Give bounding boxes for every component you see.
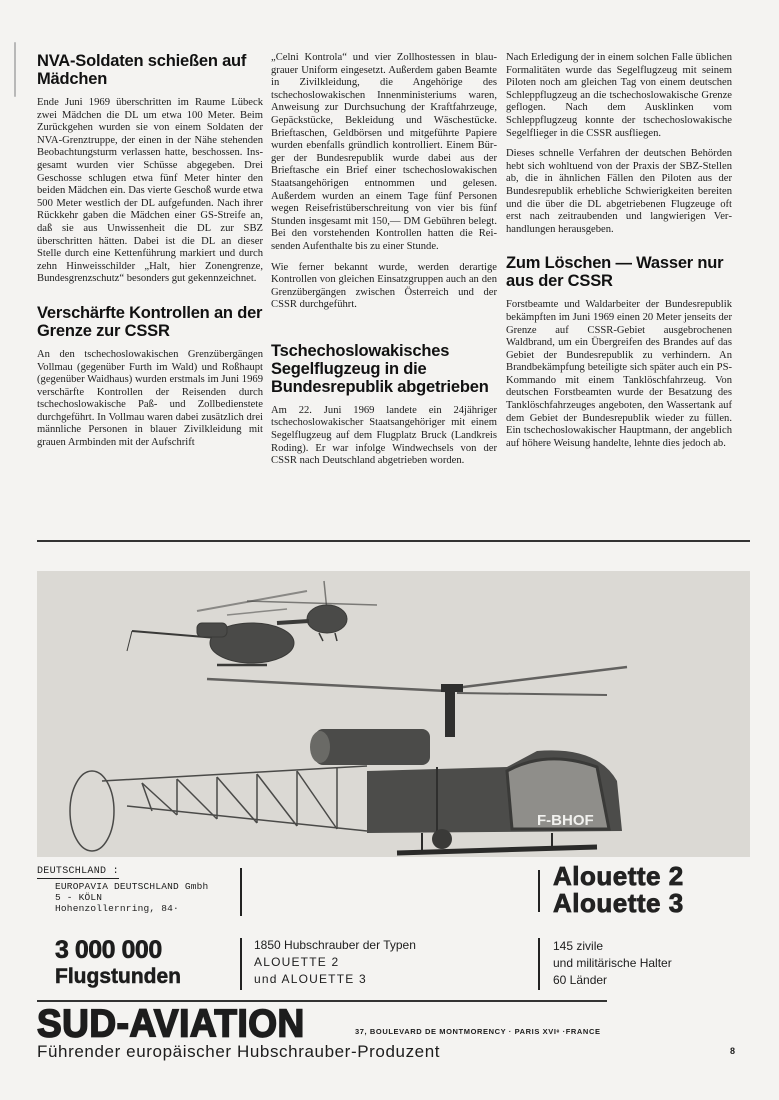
divider <box>240 868 242 916</box>
margin-mark <box>14 42 16 97</box>
operators-line: und militärische Halter <box>553 956 672 970</box>
flight-hours-unit: Flugstunden <box>55 965 181 988</box>
column-1 <box>37 52 263 458</box>
dealer-label: DEUTSCHLAND : <box>37 866 119 877</box>
article-body-nva: Ende Juni 1969 überschritten im Raume Lübeck zwei Mädchen die DL um etwa 100 Meter. Beim Zurückgehen wurden sie von einem Soldaten der NVA-Grenztruppe, der einen in der Nähe stehenden Beobachtungsturm verlassen hatte, beschossen. Insgesamt wurden vier Schüsse abgegeben. Drei Geschosse schlugen etwa fünf Meter hinter den beiden Mädchen ein. Das vierte Geschoß wurde etwa 500 Meter westlich der DL aufgefunden. Nach ihrer Rückkehr gaben die Mädchen einer GS-Streife an, daß sie aus Unwissenheit die DL zur SBZ überschritten hätten. Dabei ist die DL an dieser Stelle durch eine Kettenführung markiert und durch zehn Hinweisschilder „Halt, hier Zonengrenze, Bundesgrenzschutz“ besonders gut gekennzeichnet. <box>37 97 263 285</box>
article-title-loeschen: Zum Löschen — Wasser nur aus der CSSR <box>506 254 724 291</box>
dealer-address <box>55 881 208 914</box>
helicopter-illustration <box>37 571 750 857</box>
helicopters-built <box>254 937 416 988</box>
article-title-kontrollen: Verschärfte Kontrollen an der Grenze zur CSSR <box>37 303 263 340</box>
column-3 <box>506 52 732 458</box>
article-body-segelflugzeug-1: Am 22. Juni 1969 landete ein 24jähriger tschechoslowakischer Staatsangehöriger mit einem Segelflugzeug auf dem Flugplatz Bruck (Landkreis Roding). Er war infolge Windwechsels von der CSSR nach Deutschland abgetrieben worden. <box>271 404 497 467</box>
brand-logo: SUD-AVIATION <box>37 1001 305 1045</box>
registration-label: F-BHOF <box>537 812 594 829</box>
dealer-line: 5 - KÖLN <box>55 892 103 903</box>
built-line: ALOUETTE 2 <box>254 955 340 969</box>
helicopter-photo <box>37 571 750 857</box>
article-title-nva: NVA-Soldaten schießen auf Mädchen <box>37 52 247 88</box>
divider <box>240 938 242 990</box>
dealer-line: EUROPAVIA DEUTSCHLAND Gmbh <box>55 881 209 892</box>
article-body-kontrollen-3: Wie ferner bekannt wurde, werden derartige Kontrollen von gleichen Einsatzgruppen auch an den Grenzübergängen zwischen Österreich und der CSSR durchgeführt. <box>271 261 497 311</box>
operators-info <box>553 938 672 989</box>
operators-line: 60 Länder <box>553 973 608 987</box>
article-body-segelflugzeug-2: Nach Erledigung der in einem solchen Falle üblichen Formalitäten wurde das Segelflugzeug mit seinem Piloten noch am gleichen Tag von einem deutschen Schleppflugzeug an die tschechoslowakische Grenze geflogen. Nach dem Ausklinken vom Schleppflugzeug konnte der tschechoslowakische Segelflieger in die CSSR ausfliegen. <box>506 52 732 139</box>
built-line: 1850 Hubschrauber der Typen <box>254 938 416 952</box>
article-body-kontrollen-2: „Celni Kontrola“ und vier Zollhostessen in blau-grauer Uniform eingesetzt. Außerdem gaben Beamte in Zivilkleidung, die Angehörige des tschechoslowakischen Innenministeriums waren, Anweisung zur Durchsuchung der Kraftfahrzeuge, Gepäckstücke, Bekleidung und Wäschestücke. Brieftaschen, Geldbörsen und mitgeführte Papiere wurden ebenfalls gründlich kontrolliert. Einem Bürger der Bundesrepublik wurde dabei aus der Brieftasche ein Brief einer tschechoslowakischen Staatsangehörigen entnommen und gelesen. Außerdem wurden an einem Tage fünf Personen wegen Reisefristüberschreitung von vier bis fünf Stunden insgesamt mit 150,— DM Gebühren belegt. Bei den vorstehenden Kontrollen hatten die Reisenden Aufenthalte bis zu einer Stunde. <box>271 52 497 252</box>
article-title-segelflugzeug: Tschechoslowakisches Segelflugzeug in die Bundesrepublik abgetrieben <box>271 341 489 396</box>
brand-address: 37, BOULEVARD DE MONTMORENCY · PARIS XVIᵉ ·FRANCE <box>355 1027 601 1036</box>
dealer-line: Hohenzollernring, 84· <box>55 903 179 914</box>
ad-top-rule <box>37 540 750 542</box>
article-body-loeschen: Forstbeamte und Waldarbeiter der Bundesrepublik bekämpften im Juni 1969 einen 20 Meter jenseits der Grenze auf CSSR-Gebiet ausgebrochenen Waldbrand, um ein Übergreifen des Brandes auf das Gebiet der Bundesrepublik zu verhindern. An Brandbekämpfung beteiligte sich später auch ein PS-Kommando mit einem Tanklöschfahrzeug. Von deutschen Forstbeamten wurde der Besatzung des Tanklöschfahrzeuges angeboten, den Wassertank auf dem Gebiet der Bundesrepublik wieder zu füllen. Ein tschechoslowakischer Hauptmann, der angeblich auf höhere Weisung handelte, lehnte dies jedoch ab. <box>506 299 732 449</box>
operators-line: 145 zivile <box>553 939 604 953</box>
divider <box>538 870 540 912</box>
brand-tagline: Führender europäischer Hubschrauber-Produzent <box>37 1042 441 1061</box>
model-name-alouette-2: Alouette 2 <box>553 861 684 891</box>
flight-hours-number: 3 000 000 <box>55 936 162 964</box>
article-body-kontrollen-1: An den tschechoslowakischen Grenzübergängen Vollmau (gegenüber Furth im Wald) und Roßhaupt (gegenüber Waidhaus) wurden erstmals im Juni 1969 verschärfte Kontrollen der Reisenden durch tschechoslowakische Paß- und Zollbedienstete durchgeführt. In Vollmau waren dabei zusätzlich drei männliche Personen in blauer Zivilkleidung mit grauen Armbinden mit der Aufschrift <box>37 348 263 449</box>
column-2 <box>271 52 497 476</box>
model-name-alouette-3: Alouette 3 <box>553 888 684 918</box>
divider <box>538 938 540 990</box>
page-number: 8 <box>730 1046 736 1056</box>
built-line: und ALOUETTE 3 <box>254 972 367 986</box>
article-body-segelflugzeug-3: Dieses schnelle Verfahren der deutschen Behörden hebt sich wohltuend von der Praxis der SBZ-Stellen ab, die in ähnlichen Fällen den Piloten aus der Bundesrepublik erhebliche Schwierigkeiten bereiten und die über die DL abgetriebenen Flugzeuge oft erst nach zeitraubenden und langwierigen Verhandlungen herausgeben. <box>506 148 732 235</box>
